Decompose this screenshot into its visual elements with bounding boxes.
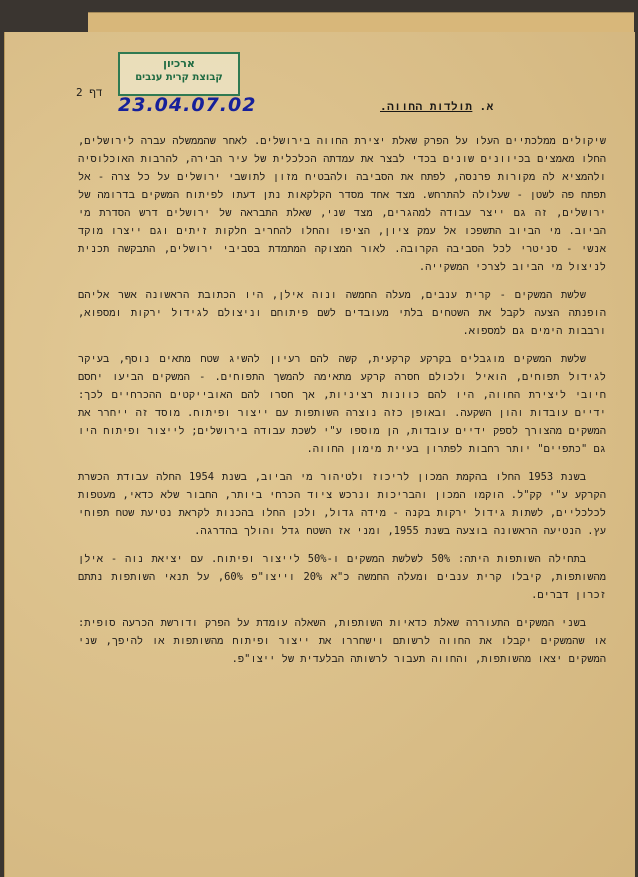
section-number: א. bbox=[479, 100, 494, 113]
section-title: תולדות החווה. bbox=[380, 100, 473, 113]
paragraph: שלשת המשקים מוגבלים בקרקע קרקעית, קשה להם רעיון להשיג שטח מתאים נוסף, בעיקר לגידול תפוחים, הואיל ולכולם חסרה קרקע מתאימה להמשך התפוחים. - המשקים הביעו יחסם חיובי ליצירת החווה, היו להם כוונות רציניות, אך חסרו להם האובייקטים ההכרחיים לכך: ידיים עובדות והון השקעה. ובאופן כזה נוצרה השותפות עם ייצור ופיתוח. מוסד זה ייחרר את המשקים מהצורך לספק ידיים עובדות, הן מוספו ע"י לשכת עבודה בירושלים; לייצור ופיתוח היו גם "כתפיים" יותר רחבות לפתרון בעיית מימון החווה. bbox=[78, 353, 606, 455]
archive-stamp bbox=[118, 52, 240, 96]
page-number: דף 2 bbox=[76, 86, 103, 99]
stamp-kibbutz-label: קבוצת קרית ענבים bbox=[135, 72, 223, 83]
paragraph: שיקולים ממלכתיים העלו על הפרק שאלת יצירת החווה בירושלים. לאחר שהממשלה עברה לירושלים, החלו מאמצים בכיוונים שונים בכדי לבצר את עמדתה הכלכלית של עיר הבירה, להרבות האוכלוסיה ולהמציא לה מקורות פרנסה, לפתח את הסביבה ולהבטיח מזון לתושבי ירושלים על כל צרה - אל תפתח פה לשטן - שעלולה להתרחש. מצד אחד מסדר הקלקאות נתן דעתו לפיתוח המשקים בדרומה של ירושלים, זה גם ייצר עבודה למהגרים, מצד שני, שאלת התבראה של ירושלים דרש הסדרת מי הביוב. מי הביוב התשפכו אל עמק ציון, הציפו והחלו להחריב חלקות זיתים וגם ייצרו מוקד אנשי - סניטרי לכל הסביבה הקרובה. לאור המצוקה המתמדת בסביבי ירושלים, התבקשה תכנית לניצול מי הביוב לצרכי המשקייה. bbox=[78, 135, 606, 273]
paragraph: בתחילה השותפות היתה: 50% לשלשת המשקים ו-50% לייצור ופיתוח. עם יציאת נוה - אילן מהשותפות, קיבלו קרית ענבים ומעלה החמשה כ"א 20% וייצו"פ 60%, על תנאי השותפות נתתם זכרון דברים. bbox=[78, 553, 607, 601]
section-heading bbox=[380, 100, 494, 114]
stamp-archive-label: ארכיון bbox=[163, 57, 195, 70]
paragraph: בשני המשקים התעוררה שאלת כדאיות השותפות, השאלה עומדת על הפרק ודורשת הכרעה סופית: או שהמשקים יקבלו את החווה לרשותם וישחררו את ייצור ופיתוח מהשותפות או להיפך, שני המשקים יצאו מהשותפות, והחווה תעבור לרשותה הבלעדית של ייצו"פ. bbox=[78, 617, 606, 665]
paragraph: בשנת 1953 החלו בהקמת המכון לריכוז ולטיהור מי הביוב, בשנת 1954 החלה עבודת הכשרת הקרקע ע"י קק"ל. הוקמו המכון והבריכות ונרכש ציוד הכרחי ביותר, החבור שלא כדאי, מעטפות לכלכליים, לשתות גידול ירקות בקנה - מידה גדול, ולכן החלו בהכנות לקראת נטיעת שטח תפוחי עץ. הנטיעה הראשונה בוצעה בשנת 1955, ומני אז השטח גדל והולך בהדרגה. bbox=[78, 471, 606, 537]
document-body bbox=[78, 132, 606, 678]
paragraph: שלשת המשקים - קרית ענבים, מעלה החמשה ונוה אילן, היו הכתובת הראשונה אשר אליהם הופנתה הצעה לקבל את השטחים בלתי מעובדים לשם פיתוחם וניצולם לגידול ירקות ומספוא, ורבבות הימים גם למספוא. bbox=[78, 289, 606, 337]
handwritten-archive-number: 23.04.07.02 bbox=[118, 94, 257, 116]
